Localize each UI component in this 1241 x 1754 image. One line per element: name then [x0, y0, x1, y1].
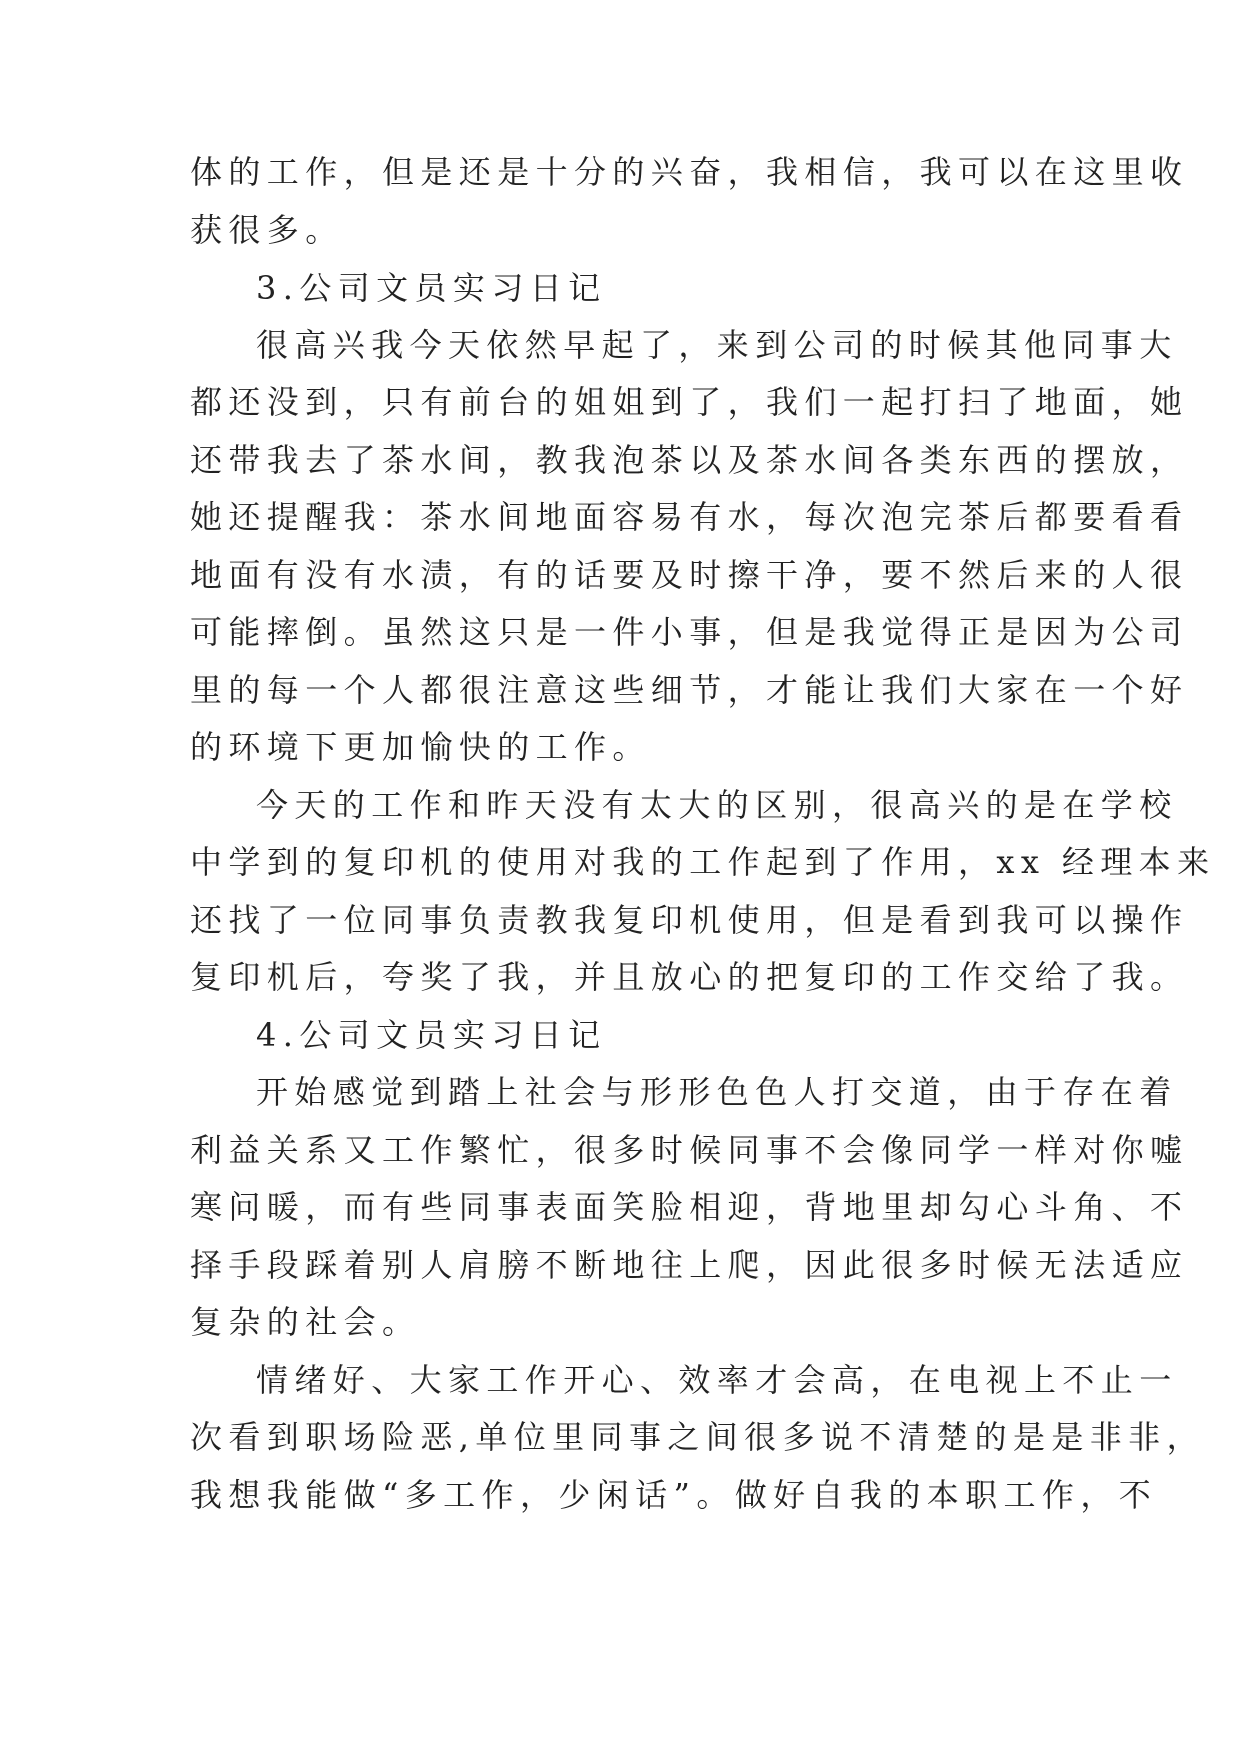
text-line: 体的工作，但是还是十分的兴奋，我相信，我可以在这里收 [190, 153, 1189, 191]
text-line: 很高兴我今天依然早起了，来到公司的时候其他同事大 [256, 326, 1178, 364]
section-heading: 3.公司文员实习日记 [256, 269, 607, 307]
text-line: 还找了一位同事负责教我复印机使用，但是看到我可以操作 [190, 901, 1189, 939]
section-heading: 4.公司文员实习日记 [256, 1016, 607, 1054]
text-line: 次看到职场险恶,单位里同事之间很多说不清楚的是是非非， [190, 1418, 1205, 1456]
text-line: 我想我能做“多工作，少闲话”。做好自我的本职工作，不 [190, 1476, 1158, 1514]
text-line: 获很多。 [190, 211, 344, 249]
text-line: 情绪好、大家工作开心、效率才会高，在电视上不止一 [256, 1361, 1178, 1399]
text-line: 的环境下更加愉快的工作。 [190, 728, 651, 766]
text-line: 开始感觉到踏上社会与形形色色人打交道，由于存在着 [256, 1073, 1178, 1111]
text-line: 地面有没有水渍，有的话要及时擦干净，要不然后来的人很 [190, 556, 1189, 594]
text-line: 利益关系又工作繁忙，很多时候同事不会像同学一样对你嘘 [190, 1131, 1189, 1169]
text-line: 今天的工作和昨天没有太大的区别，很高兴的是在学校 [256, 786, 1178, 824]
text-line: 择手段踩着别人肩膀不断地往上爬，因此很多时候无法适应 [190, 1246, 1189, 1284]
text-line: 都还没到，只有前台的姐姐到了，我们一起打扫了地面，她 [190, 383, 1189, 421]
text-line: 她还提醒我：茶水间地面容易有水，每次泡完茶后都要看看 [190, 498, 1189, 536]
text-line: 中学到的复印机的使用对我的工作起到了作用，xx 经理本来 [190, 843, 1216, 881]
text-line: 里的每一个人都很注意这些细节，才能让我们大家在一个好 [190, 671, 1189, 709]
text-line: 可能摔倒。虽然这只是一件小事，但是我觉得正是因为公司 [190, 613, 1189, 651]
text-line: 复杂的社会。 [190, 1303, 421, 1341]
text-line: 还带我去了茶水间，教我泡茶以及茶水间各类东西的摆放， [190, 441, 1189, 479]
text-line: 寒问暖，而有些同事表面笑脸相迎，背地里却勾心斗角、不 [190, 1188, 1189, 1226]
text-line: 复印机后，夸奖了我，并且放心的把复印的工作交给了我。 [190, 958, 1189, 996]
